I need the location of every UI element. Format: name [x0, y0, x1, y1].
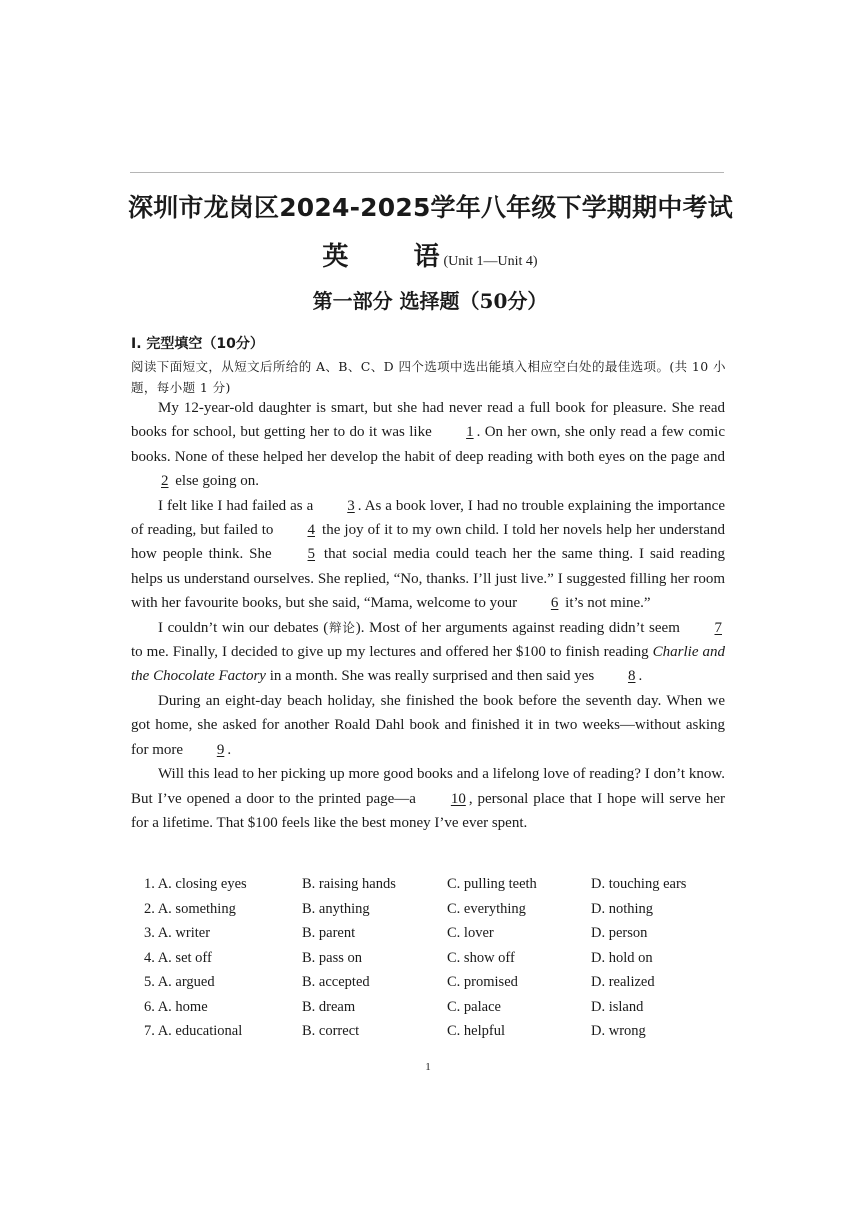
question-5-options	[144, 974, 724, 999]
option-d: D. island	[591, 998, 644, 1015]
blank-10: 10	[450, 790, 466, 807]
subject-line	[0, 236, 860, 273]
subject-name: 英 语	[322, 242, 468, 272]
exam-title: 深圳市龙岗区2024-2025学年八年级下学期期中考试	[128, 193, 733, 222]
chinese-gloss: 辩论	[328, 619, 356, 635]
blank-7: 7	[714, 619, 722, 636]
question-1-options	[144, 876, 724, 901]
paragraph-5: Will this lead to her picking up more good books and a lifelong love of reading? I don’t know. But I’ve opened a door to the printed page—a 10 , personal place that I hope will serve her for a lifetime. That $100 feels like the best money I’ve ever spent.	[131, 766, 725, 831]
paragraph-3: I couldn’t win our debates (辩论). Most of her arguments against reading didn’t seem 7 to me. Finally, I decided to give up my lectures and offered her $100 to finish reading Charlie and the Chocolate Factory in a month. She was really surprised and then said yes 8 .	[131, 616, 725, 689]
cloze-passage	[131, 396, 725, 835]
option-b: B. pass on	[302, 949, 363, 966]
blank-1: 1	[466, 424, 474, 441]
option-c: C. show off	[447, 949, 515, 966]
option-a: 6. A. home	[144, 998, 208, 1015]
question-2-options	[144, 901, 724, 926]
header-rule	[130, 172, 724, 173]
option-c: C. pulling teeth	[447, 876, 537, 892]
option-b: B. raising hands	[302, 876, 396, 892]
question-7-options	[144, 1023, 724, 1048]
blank-2: 2	[161, 473, 169, 490]
question-4-options	[144, 950, 724, 975]
option-b: B. anything	[302, 900, 370, 917]
answer-options	[144, 876, 724, 1048]
option-a: 5. A. argued	[144, 974, 215, 990]
option-c: C. lover	[447, 925, 494, 941]
page-number: 1	[425, 1061, 431, 1073]
blank-9: 9	[216, 741, 225, 758]
option-d: D. person	[591, 925, 648, 941]
blank-6: 6	[550, 595, 559, 612]
paragraph-4: During an eight-day beach holiday, she finished the book before the seventh day. When we got home, she asked for another Roald Dahl book and finished it in two weeks—without asking for more 9 .	[131, 689, 725, 762]
blank-8: 8	[627, 668, 636, 685]
option-c: C. helpful	[447, 1023, 505, 1039]
option-a: 1. A. closing eyes	[144, 876, 247, 892]
section-heading: Ⅰ. 完型填空（10分）	[131, 336, 264, 352]
option-a: 7. A. educational	[144, 1023, 243, 1039]
option-d: D. realized	[591, 974, 655, 990]
option-a: 4. A. set off	[144, 949, 212, 966]
option-d: D. nothing	[591, 900, 654, 917]
option-b: B. parent	[302, 925, 356, 941]
section-instruction: 阅读下面短文，从短文后所给的 A、B、C、D 四个选项中选出能填入相应空白处的最佳选项。(共 10 小题，每小题 1 分)	[131, 359, 726, 395]
option-d: D. touching ears	[591, 876, 687, 892]
paragraph-1: My 12-year-old daughter is smart, but she had never read a full book for pleasure. She read books for school, but getting her to do it was like 1 . On her own, she only read a few comic books. None of these helped her develop the habit of deep reading with both eyes on the page and 2 else going on.	[131, 396, 725, 494]
option-a: 2. A. something	[144, 900, 236, 917]
option-b: B. correct	[302, 1023, 360, 1039]
book-title: Charlie and the Chocolate Factory	[131, 644, 725, 685]
option-a: 3. A. writer	[144, 925, 211, 941]
option-d: D. hold on	[591, 949, 653, 966]
option-d: D. wrong	[591, 1023, 646, 1039]
unit-range: (Unit 1—Unit 4)	[443, 254, 538, 269]
blank-3: 3	[347, 497, 355, 514]
option-c: C. promised	[447, 974, 518, 990]
blank-5: 5	[307, 546, 316, 563]
option-c: C. everything	[447, 900, 526, 917]
option-b: B. dream	[302, 998, 356, 1015]
part-title: 第一部分 选择题（50分）	[312, 289, 548, 313]
option-b: B. accepted	[302, 974, 370, 990]
question-6-options	[144, 999, 724, 1024]
blank-4: 4	[307, 522, 315, 539]
paragraph-2: I felt like I had failed as a 3 . As a book lover, I had no trouble explaining the importance of reading, but failed to 4 the joy of it to my own child. I told her novels help her understand how people think. She 5 that social media could teach her the same thing. I said reading helps us understand ourselves. She replied, “No, thanks. I’ll just live.” I suggested filling her room with her favourite books, but she said, “Mama, welcome to your 6 it’s not mine.”	[131, 494, 725, 616]
question-3-options	[144, 925, 724, 950]
option-c: C. palace	[447, 998, 501, 1015]
